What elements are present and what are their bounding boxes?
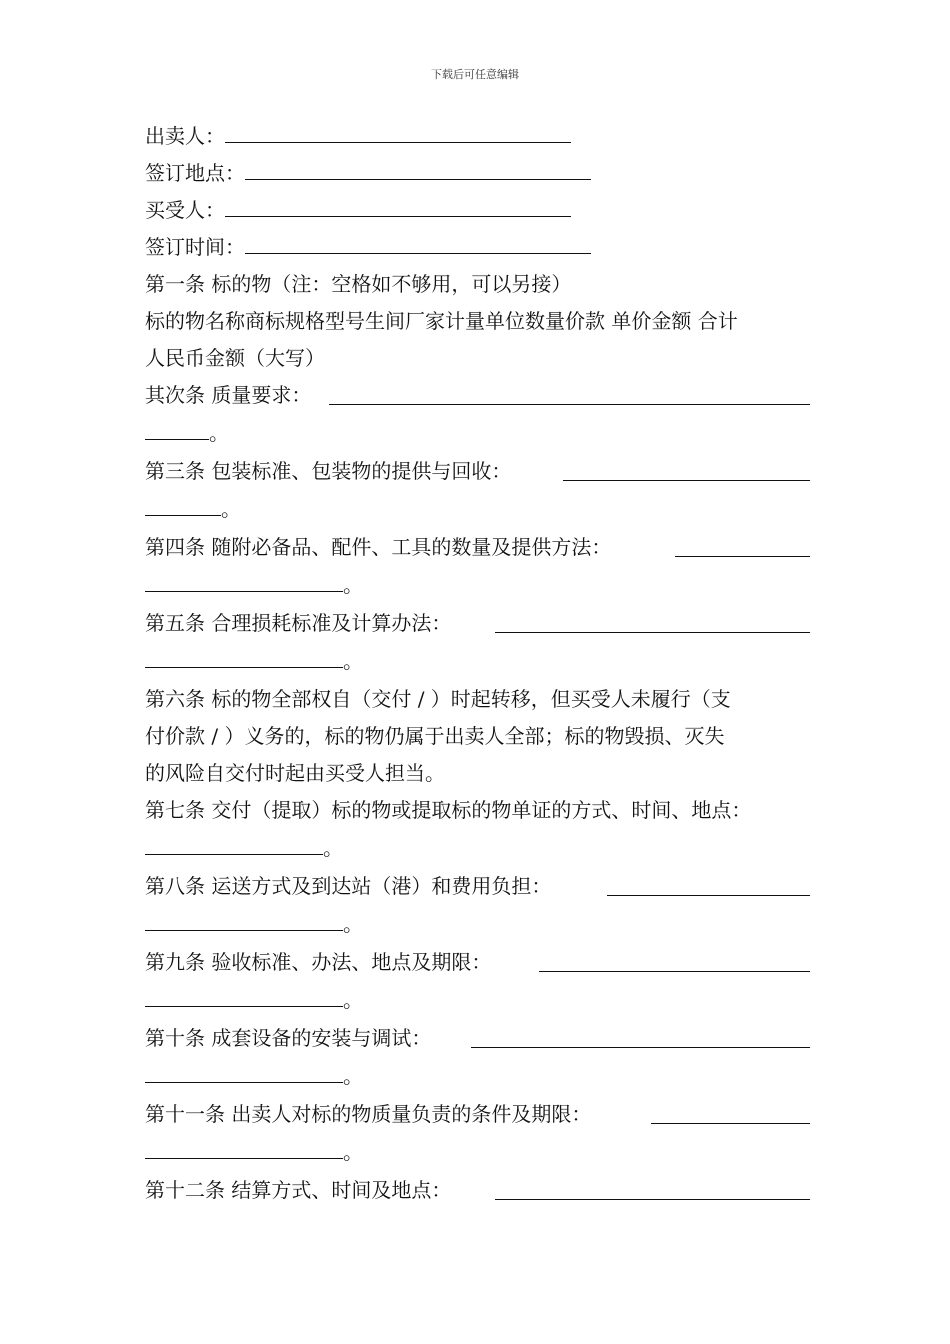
clause-11-cont	[145, 1133, 810, 1172]
clause-4-cont	[145, 566, 810, 605]
clause-3-period: 。	[221, 497, 241, 521]
field-date-blank[interactable]	[245, 233, 591, 254]
clause-2	[145, 377, 810, 414]
clause-2-blank-cont[interactable]	[145, 419, 209, 440]
clause-2-cont	[145, 414, 810, 453]
field-buyer-blank[interactable]	[225, 196, 571, 217]
clause-10-period: 。	[343, 1064, 363, 1088]
clause-11-text: 第十一条 出卖人对标的物质量负责的条件及期限：	[145, 1102, 592, 1126]
clause-8-cont	[145, 905, 810, 944]
clause-9-text: 第九条 验收标准、办法、地点及期限：	[145, 950, 492, 974]
clause-5-blank[interactable]	[495, 632, 810, 633]
field-place	[145, 155, 810, 192]
clause-7-cont	[145, 829, 810, 868]
clause-5-cont	[145, 642, 810, 681]
clause-5-blank-cont[interactable]	[145, 647, 343, 668]
field-seller-label: 出卖人：	[145, 124, 225, 148]
clause-11	[145, 1096, 810, 1133]
clause-2-text: 其次条 质量要求：	[145, 383, 312, 407]
field-buyer-label: 买受人：	[145, 198, 225, 222]
clause-6-line-3: 的风险自交付时起由买受人担当。	[145, 761, 445, 785]
field-buyer	[145, 192, 810, 229]
clause-3-blank-cont[interactable]	[145, 495, 221, 516]
clause-4	[145, 529, 810, 566]
field-date	[145, 229, 810, 266]
clause-10-cont	[145, 1057, 810, 1096]
clause-7-blank-cont[interactable]	[145, 834, 323, 855]
clause-10-blank-cont[interactable]	[145, 1062, 343, 1083]
clause-3-text: 第三条 包装标准、包装物的提供与回收：	[145, 459, 512, 483]
clause-1-table-line-2: 人民币金额（大写）	[145, 346, 325, 370]
clause-9-cont	[145, 981, 810, 1020]
clause-2-period: 。	[209, 421, 229, 445]
clause-4-text: 第四条 随附必备品、配件、工具的数量及提供方法：	[145, 535, 612, 559]
clause-8-blank-cont[interactable]	[145, 910, 343, 931]
clause-5-text: 第五条 合理损耗标准及计算办法：	[145, 611, 452, 635]
clause-1: 第一条 标的物（注：空格如不够用，可以另接）	[145, 272, 572, 296]
clause-11-period: 。	[343, 1140, 363, 1164]
page-header: 下载后可任意编辑	[431, 68, 519, 81]
field-place-blank[interactable]	[245, 159, 591, 180]
clause-8	[145, 868, 810, 905]
clause-4-blank[interactable]	[675, 556, 810, 557]
clause-12-blank[interactable]	[495, 1199, 810, 1200]
contract-body	[145, 118, 810, 1209]
clause-10-blank[interactable]	[471, 1047, 810, 1048]
clause-7-period: 。	[323, 836, 343, 860]
clause-1-table-line-1: 标的物名称商标规格型号生间厂家计量单位数量价款 单价金额 合计	[145, 309, 738, 333]
clause-5-period: 。	[343, 649, 363, 673]
field-date-label: 签订时间：	[145, 235, 245, 259]
clause-3-cont	[145, 490, 810, 529]
clause-8-text: 第八条 运送方式及到达站（港）和费用负担：	[145, 874, 552, 898]
clause-8-period: 。	[343, 912, 363, 936]
clause-10-text: 第十条 成套设备的安装与调试：	[145, 1026, 432, 1050]
clause-6-line-2: 付价款 / ）义务的，标的物仍属于出卖人全部；标的物毁损、灭失	[145, 724, 725, 748]
field-seller-blank[interactable]	[225, 122, 571, 143]
clause-9-blank-cont[interactable]	[145, 986, 343, 1007]
clause-8-blank[interactable]	[607, 895, 810, 896]
clause-9	[145, 944, 810, 981]
clause-2-blank[interactable]	[329, 404, 810, 405]
clause-9-period: 。	[343, 988, 363, 1012]
clause-4-period: 。	[343, 573, 363, 597]
clause-10	[145, 1020, 810, 1057]
clause-11-blank-cont[interactable]	[145, 1138, 343, 1159]
clause-3	[145, 453, 810, 490]
clause-9-blank[interactable]	[539, 971, 810, 972]
clause-3-blank[interactable]	[563, 480, 810, 481]
clause-4-blank-cont[interactable]	[145, 571, 343, 592]
clause-11-blank[interactable]	[651, 1123, 810, 1124]
clause-6-line-1: 第六条 标的物全部权自（交付 / ）时起转移，但买受人未履行（支	[145, 687, 731, 711]
field-place-label: 签订地点：	[145, 161, 245, 185]
clause-12-text: 第十二条 结算方式、时间及地点：	[145, 1178, 452, 1202]
clause-5	[145, 605, 810, 642]
clause-7: 第七条 交付（提取）标的物或提取标的物单证的方式、时间、地点：	[145, 798, 752, 822]
field-seller	[145, 118, 810, 155]
clause-12	[145, 1172, 810, 1209]
